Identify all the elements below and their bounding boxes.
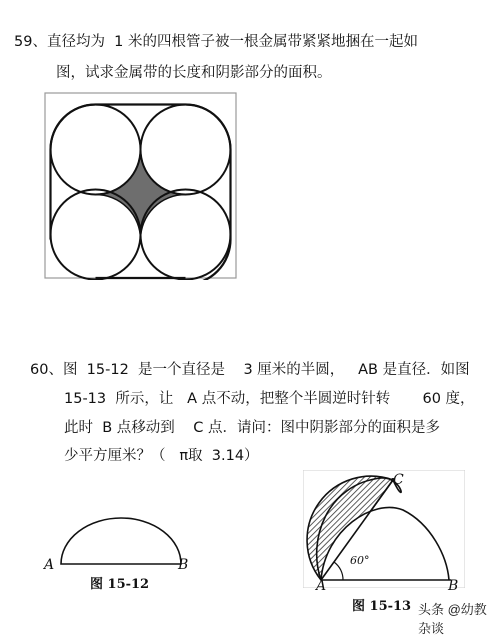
fig13-label-a: A <box>316 578 327 594</box>
fig13-label-b: B <box>448 578 459 594</box>
q60-line-2: 15-13 所示，让 A 点不动，把整个半圆逆时针转 60 度， <box>64 391 475 407</box>
pipe-circle-bottom-left <box>51 190 141 280</box>
pipe-circle-bottom-right <box>141 190 231 280</box>
fig13-caption: 图 15-13 <box>352 599 412 614</box>
q59-line-1: 59、直径均为 1 米的四根管子被一根金属带紧紧地捆在一起如 <box>14 34 419 50</box>
fig12-caption: 图 15-12 <box>90 577 150 592</box>
pipe-circle-top-left <box>51 105 141 195</box>
rotated-semicircle-figure <box>303 470 465 588</box>
q60-line-4: 少平方厘米？（ π取 3.14） <box>64 448 259 464</box>
fig12-label-b: B <box>178 557 189 573</box>
q60-line-1: 60、图 15-12 是一个直径是 3 厘米的半圆， AB 是直径．如图 <box>30 362 470 378</box>
fig12-label-a: A <box>44 557 55 573</box>
watermark-text: 头条 @幼教杂谈 <box>418 602 487 636</box>
fig13-label-c: C <box>393 472 404 488</box>
pipe-circle-top-right <box>141 105 231 195</box>
four-pipes-figure <box>44 92 238 280</box>
watermark <box>414 598 501 638</box>
q60-line-3: 此时 B 点移动到 C 点．请问：图中阴影部分的面积是多 <box>64 420 440 436</box>
q59-line-2: 图，试求金属带的长度和阴影部分的面积。 <box>56 65 332 81</box>
fig13-angle-label: 60° <box>350 554 370 567</box>
semicircle-figure <box>46 508 196 570</box>
semicircle <box>61 518 181 564</box>
